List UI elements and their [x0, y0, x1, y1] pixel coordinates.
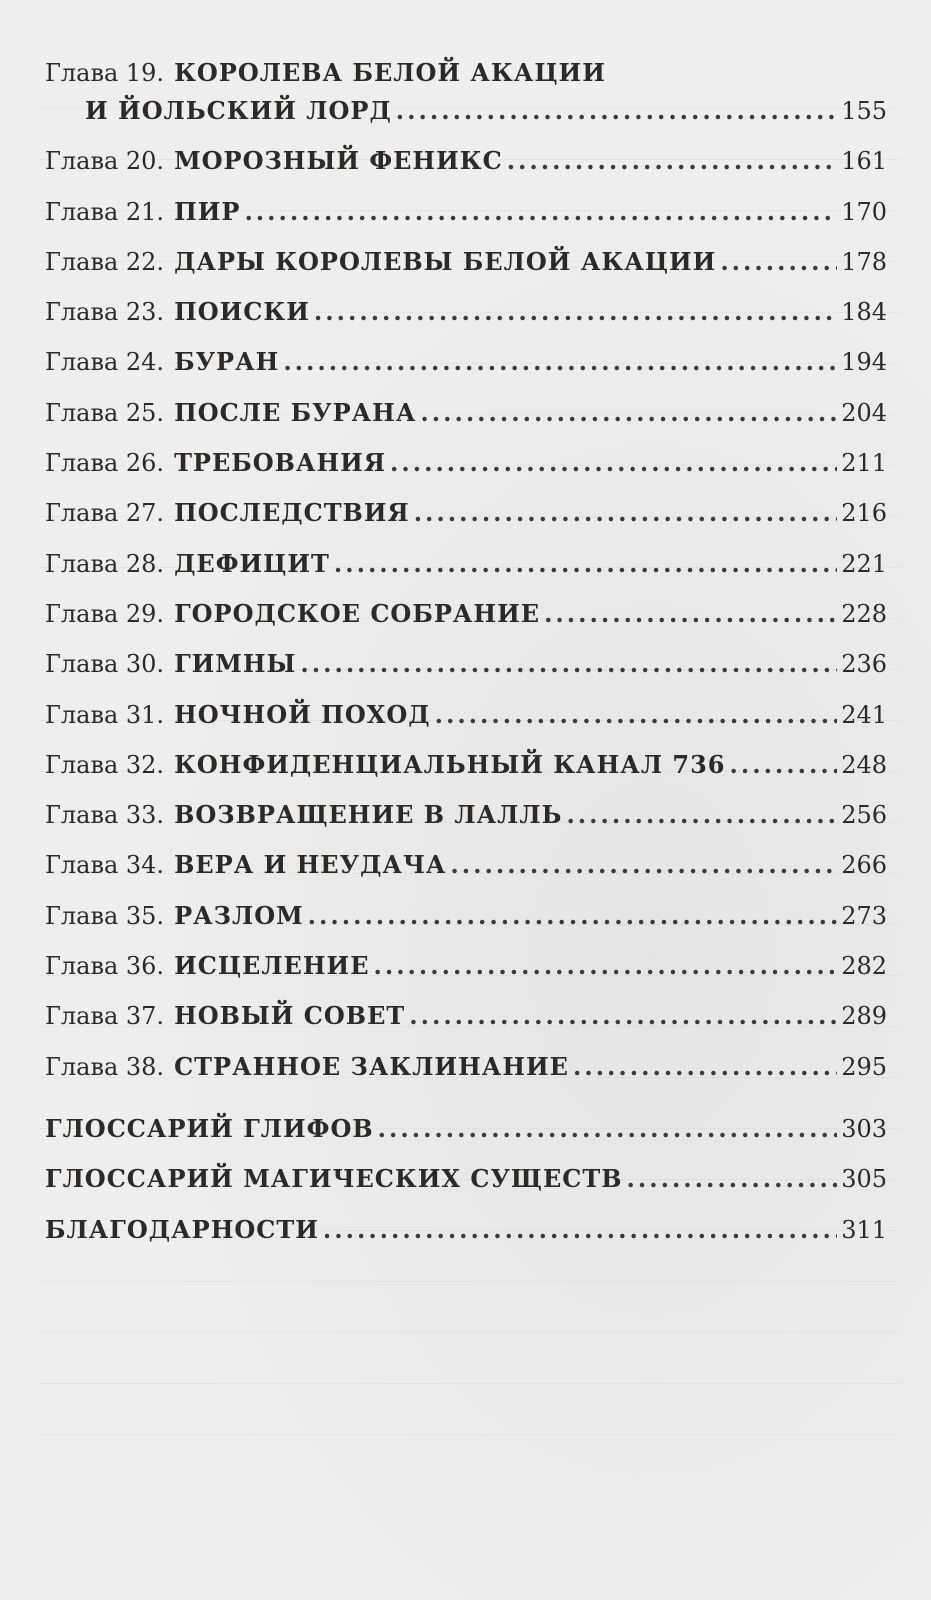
dot-leader: [544, 596, 837, 632]
dot-leader: [435, 697, 838, 733]
appendix-title: ГЛОССАРИЙ МАГИЧЕСКИХ СУЩЕСТВ: [45, 1164, 623, 1194]
toc-entry-chapter-20[interactable]: [45, 143, 887, 193]
dot-leader: [390, 445, 837, 481]
toc-entry-chapter-30[interactable]: [45, 646, 887, 696]
dot-leader: [573, 1049, 837, 1085]
page-number: 184: [841, 298, 887, 327]
table-of-contents: [45, 55, 887, 1262]
page-number: 221: [841, 549, 887, 578]
chapter-title: ТРЕБОВАНИЯ: [174, 448, 387, 478]
page-number: 228: [841, 599, 887, 628]
chapter-label: Глава 33.: [45, 801, 165, 830]
chapter-label: Глава 24.: [45, 348, 165, 377]
dot-leader: [730, 747, 838, 783]
page-number: 216: [841, 499, 887, 528]
toc-entry-chapter-31[interactable]: [45, 697, 887, 747]
dot-leader: [373, 948, 837, 984]
chapter-label: Глава 29.: [45, 599, 165, 628]
chapter-label: Глава 37.: [45, 1002, 165, 1031]
chapter-label: Глава 23.: [45, 298, 165, 327]
dot-leader: [420, 395, 837, 431]
chapter-label: Глава 26.: [45, 449, 165, 478]
page-number: 305: [841, 1165, 887, 1194]
chapter-title: ВОЗВРАЩЕНИЕ В ЛАЛЛЬ: [174, 800, 563, 830]
chapter-label: Глава 20.: [45, 147, 165, 176]
chapter-label: Глава 34.: [45, 851, 165, 880]
page-number: 311: [841, 1215, 887, 1244]
dot-leader: [244, 194, 837, 230]
page-number: 266: [841, 851, 887, 880]
chapter-title: И ЙОЛЬСКИЙ ЛОРД: [85, 96, 392, 125]
dot-leader: [334, 546, 837, 582]
dot-leader: [409, 998, 837, 1034]
page-number: 161: [841, 147, 887, 176]
chapter-title: ГИМНЫ: [174, 649, 297, 679]
dot-leader: [627, 1161, 838, 1197]
page-number: 303: [841, 1114, 887, 1143]
toc-entry-chapter-38[interactable]: [45, 1049, 887, 1099]
toc-entry-chapter-32[interactable]: [45, 747, 887, 797]
page-number: 289: [841, 1002, 887, 1031]
page-number: 194: [841, 348, 887, 377]
toc-entry-creatures-glossary[interactable]: [45, 1161, 887, 1211]
dot-leader: [566, 797, 837, 833]
chapter-title: ГОРОДСКОЕ СОБРАНИЕ: [174, 598, 541, 628]
page-number: 170: [841, 197, 887, 226]
toc-entry-chapter-24[interactable]: [45, 344, 887, 394]
chapter-label: Глава 19.: [45, 59, 165, 87]
dot-leader: [507, 143, 837, 179]
chapter-label: Глава 32.: [45, 750, 165, 779]
chapter-label: Глава 38.: [45, 1052, 165, 1081]
toc-entry-acknowledgements[interactable]: [45, 1212, 887, 1262]
dot-leader: [314, 294, 837, 330]
page-number: 273: [841, 901, 887, 930]
page-number: 236: [841, 650, 887, 679]
toc-entry-chapter-29[interactable]: [45, 596, 887, 646]
page-number: 282: [841, 952, 887, 981]
page-number: 178: [841, 247, 887, 276]
toc-entry-chapter-25[interactable]: [45, 395, 887, 445]
toc-entry-chapter-35[interactable]: [45, 898, 887, 948]
appendix-title: ГЛОССАРИЙ ГЛИФОВ: [45, 1113, 374, 1143]
page-number: 241: [841, 700, 887, 729]
page-number: 211: [841, 449, 887, 478]
appendix-title: БЛАГОДАРНОСТИ: [45, 1214, 319, 1244]
page-number: 256: [841, 801, 887, 830]
chapter-title: ДАРЫ КОРОЛЕВЫ БЕЛОЙ АКАЦИИ: [174, 246, 717, 276]
toc-entry-glyph-glossary[interactable]: [45, 1111, 887, 1161]
chapter-label: Глава 30.: [45, 650, 165, 679]
chapter-title: НОЧНОЙ ПОХОД: [174, 699, 431, 729]
chapter-title: СТРАННОЕ ЗАКЛИНАНИЕ: [174, 1051, 569, 1081]
toc-entry-chapter-36[interactable]: [45, 948, 887, 998]
chapter-label: Глава 35.: [45, 901, 165, 930]
toc-entry-chapter-34[interactable]: [45, 847, 887, 897]
toc-entry-chapter-33[interactable]: [45, 797, 887, 847]
chapter-label: Глава 27.: [45, 499, 165, 528]
page-number: 204: [841, 398, 887, 427]
page-number: 295: [841, 1052, 887, 1081]
dot-leader: [414, 495, 838, 531]
toc-entry-chapter-23[interactable]: [45, 294, 887, 344]
toc-entry-chapter-28[interactable]: [45, 546, 887, 596]
chapter-label: Глава 21.: [45, 197, 165, 226]
toc-entry-chapter-27[interactable]: [45, 495, 887, 545]
chapter-title: ПОСЛЕ БУРАНА: [174, 397, 417, 427]
chapter-title: ПОИСКИ: [174, 297, 310, 327]
dot-leader: [396, 93, 837, 129]
toc-entry-chapter-19[interactable]: [45, 55, 887, 93]
chapter-title: БУРАН: [174, 347, 280, 377]
toc-entry-chapter-22[interactable]: [45, 244, 887, 294]
chapter-title: НОВЫЙ СОВЕТ: [174, 1001, 406, 1031]
chapter-label: Глава 36.: [45, 952, 165, 981]
page-number: 155: [841, 97, 887, 125]
chapter-title: ПИР: [174, 196, 241, 226]
dot-leader: [300, 646, 837, 682]
dot-leader: [323, 1212, 837, 1248]
dot-leader: [283, 344, 837, 380]
chapter-title: КОНФИДЕНЦИАЛЬНЫЙ КАНАЛ 736: [174, 749, 726, 779]
chapter-title: ИСЦЕЛЕНИЕ: [174, 951, 370, 981]
chapter-title: КОРОЛЕВА БЕЛОЙ АКАЦИИ: [174, 58, 606, 87]
chapter-label: Глава 25.: [45, 398, 165, 427]
toc-entry-chapter-37[interactable]: [45, 998, 887, 1048]
dot-leader: [308, 898, 838, 934]
dot-leader: [720, 244, 837, 280]
chapter-label: Глава 31.: [45, 700, 165, 729]
chapter-title: ДЕФИЦИТ: [174, 548, 330, 578]
chapter-title: МОРОЗНЫЙ ФЕНИКС: [174, 146, 503, 176]
toc-entry-chapter-21[interactable]: [45, 194, 887, 244]
toc-entry-chapter-26[interactable]: [45, 445, 887, 495]
chapter-title: ВЕРА И НЕУДАЧА: [174, 850, 447, 880]
dot-leader: [450, 847, 837, 883]
chapter-label: Глава 28.: [45, 549, 165, 578]
toc-entry-chapter-19-continued[interactable]: [45, 93, 887, 143]
dot-leader: [378, 1111, 838, 1147]
page-number: 248: [841, 750, 887, 779]
chapter-title: ПОСЛЕДСТВИЯ: [174, 498, 410, 528]
chapter-title: РАЗЛОМ: [174, 900, 304, 930]
chapter-label: Глава 22.: [45, 247, 165, 276]
